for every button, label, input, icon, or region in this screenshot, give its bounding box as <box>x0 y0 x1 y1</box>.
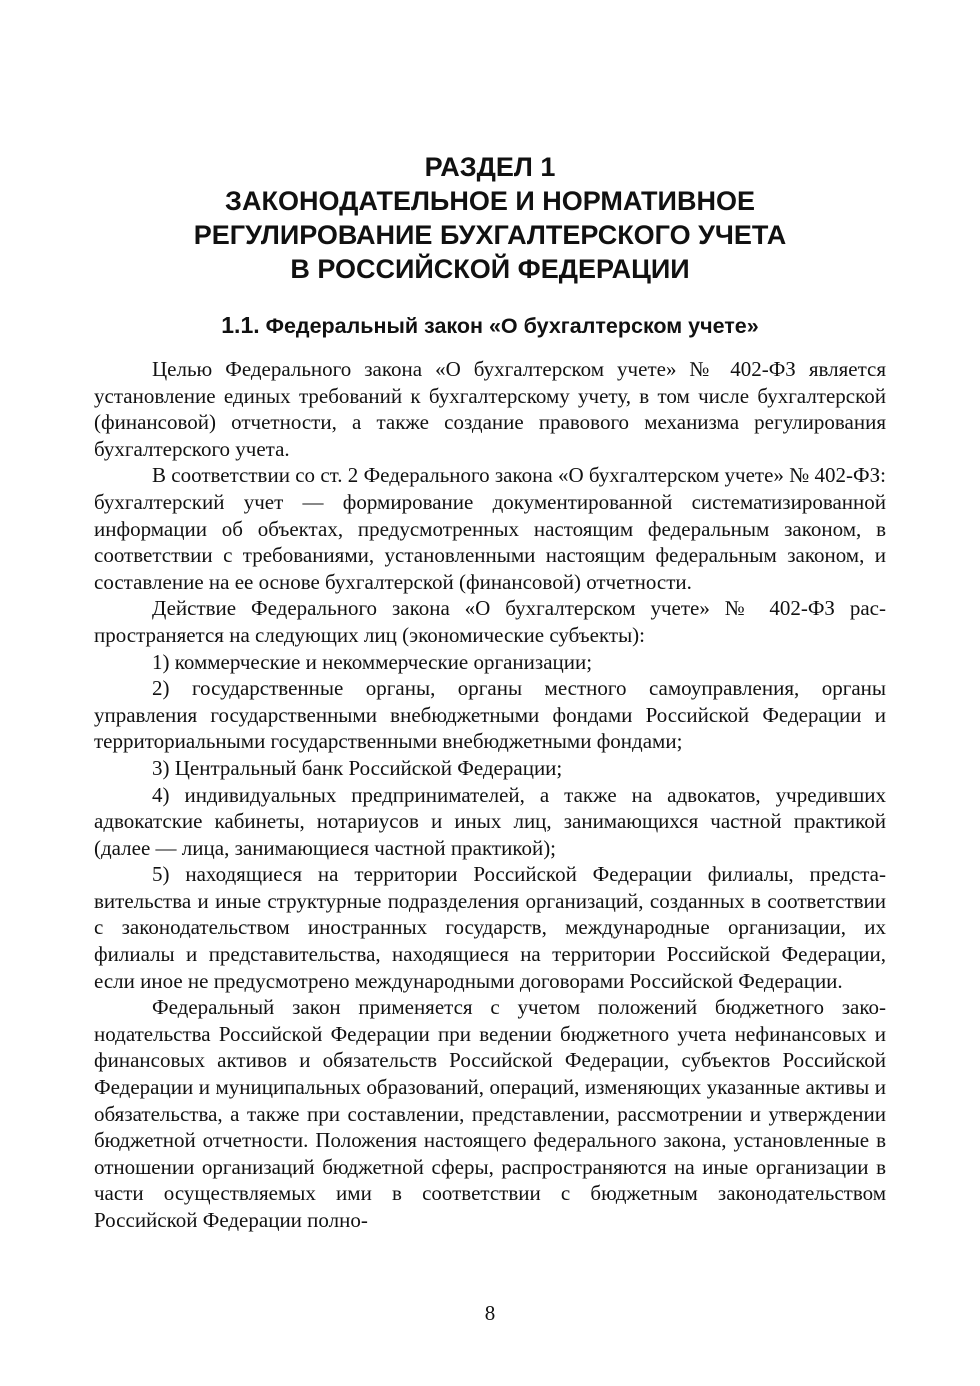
paragraph: Действие Федерального закона «О бухгалтерском учете» № 402-ФЗ распространяется на следующих лиц (экономические субъекты): <box>94 596 886 647</box>
body-text <box>94 356 886 1234</box>
list-item: 1) коммерческие и некоммерческие организации; <box>152 649 593 674</box>
chapter-title-line-3: В РОССИЙСКОЙ ФЕДЕРАЦИИ <box>290 254 690 284</box>
paragraph: В соответствии со ст. 2 Федерального закона «О бухгалтерском учете» № 402-ФЗ: бухгалтерский учет — формирование документированной систематизированной информации об объектах, предусмотренных настоящим федеральным законом, в соответствии с требованиями, установленными настоящим федеральным законом, и составление на ее основе бухгалтерской (финансовой) отчетности. <box>94 463 886 594</box>
list-item: 3) Центральный банк Российской Федерации; <box>152 755 563 780</box>
page-number: 8 <box>484 1301 496 1325</box>
section-number: 1.1. <box>221 312 260 338</box>
section-heading <box>94 311 886 340</box>
list-item: 2) государственные органы, органы местного самоуправления, органы управления государственными внебюджетными фондами Российской Федерации и территориальными государственными внебюджетными фондами; <box>94 676 886 754</box>
paragraph: Целью Федерального закона «О бухгалтерском учете» № 402-ФЗ является установление единых требований к бухгалтерскому учету, в том числе бухгалтерской (финансовой) отчетности, а также создание правового механизма регулирования бухгалтерского учета. <box>94 357 886 461</box>
chapter-number: РАЗДЕЛ 1 <box>424 152 556 182</box>
paragraph: Федеральный закон применяется с учетом положений бюджетного законодательства Российской Федерации при ведении бюджетного учета нефинансовых и финансовых активов и обязательств Российской Федерации, субъектов Российской Федерации и муниципальных образований, операций, изменяющих указанные активы и обязательства, а также при составлении, представлении, рассмотрении и утверждении бюджетной отчетности. Положения настоящего федерального закона, установленные в отношении организаций бюджетной сферы, распространяются на иные организации в части осуществляемых ими в соответствии с бюджетным законодательством Российской Федерации полно- <box>94 995 886 1232</box>
chapter-title-line-2: РЕГУЛИРОВАНИЕ БУХГАЛТЕРСКОГО УЧЕТА <box>193 220 787 250</box>
section-title: Федеральный закон «О бухгалтерском учете» <box>265 314 759 338</box>
list-item: 5) находящиеся на территории Российской Федерации филиалы, представительства и иные структурные подразделения организаций, созданных в соответствии с законодательством иностранных государств, международные организации, их филиалы и представительства, находящиеся на территории Российской Федерации, если иное не предусмотрено международными договорами Российской Федерации. <box>94 862 886 993</box>
document-page <box>94 150 886 1234</box>
chapter-heading <box>94 150 886 286</box>
chapter-title-line-1: ЗАКОНОДАТЕЛЬНОЕ И НОРМАТИВНОЕ <box>225 186 755 216</box>
list-item: 4) индивидуальных предпринимателей, а также на адвокатов, учредивших адвокатские кабинеты, нотариусов и иных лиц, занимающихся частной практикой (далее — лица, занимающиеся частной практикой); <box>94 782 886 860</box>
